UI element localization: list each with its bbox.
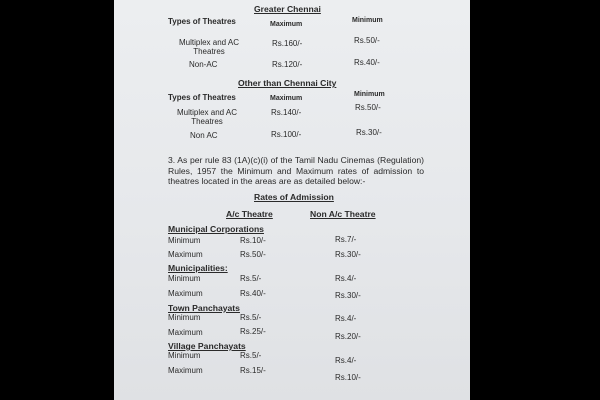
section-title-other-city: Other than Chennai City: [238, 78, 337, 88]
rate-label-min: Minimum: [168, 313, 201, 322]
section-title-greater-chennai: Greater Chennai: [254, 4, 321, 14]
col-header-type: Types of Theatres: [168, 17, 236, 26]
rate-nonac-max: Rs.30/-: [335, 291, 361, 300]
rate-label-max: Maximum: [168, 250, 203, 259]
rate-ac-min: Rs.5/-: [240, 313, 262, 322]
group-heading: Town Panchayats: [168, 303, 240, 313]
col-header-maximum: Maximum: [270, 21, 303, 28]
max-rate: Rs.140/-: [271, 108, 302, 117]
rule-paragraph: 3. As per rule 83 (1A)(c)(i) of the Tamil Nadu Cinemas (Regulation) Rules, 1957 the Minimum and Maximum rates of admission to theatres located in the areas are as detailed below:-: [168, 155, 424, 187]
document-page: [114, 0, 470, 400]
rate-nonac-max: Rs.30/-: [335, 250, 361, 259]
min-rate: Rs.40/-: [354, 58, 380, 67]
min-rate: Rs.50/-: [355, 103, 381, 112]
col-header-minimum: Minimum: [352, 17, 383, 24]
rate-nonac-max: Rs.20/-: [335, 332, 361, 341]
theatre-type: Non-AC: [189, 60, 218, 69]
group-heading: Municipal Corporations: [168, 224, 264, 234]
rates-title: Rates of Admission: [254, 192, 334, 202]
min-rate: Rs.30/-: [356, 128, 382, 137]
rate-ac-max: Rs.50/-: [240, 250, 266, 259]
rate-nonac-min: Rs.4/-: [335, 274, 357, 283]
rate-label-max: Maximum: [168, 366, 203, 375]
theatre-type: Multiplex and AC: [176, 108, 238, 117]
col-header-ac: A/c Theatre: [226, 209, 273, 219]
max-rate: Rs.160/-: [272, 39, 303, 48]
rate-label-min: Minimum: [168, 274, 201, 283]
rate-label-max: Maximum: [168, 289, 203, 298]
theatre-type-cont: Theatres: [193, 47, 225, 56]
rate-ac-min: Rs.5/-: [240, 274, 262, 283]
min-rate: Rs.50/-: [354, 36, 380, 45]
rate-ac-max: Rs.15/-: [240, 366, 266, 375]
col-header-type: Types of Theatres: [168, 93, 236, 102]
theatre-type-cont: Theatres: [191, 117, 223, 126]
rate-label-max: Maximum: [168, 328, 203, 337]
group-heading: Village Panchayats: [168, 341, 246, 351]
rate-nonac-max: Rs.10/-: [335, 373, 361, 382]
max-rate: Rs.100/-: [271, 130, 302, 139]
rate-ac-min: Rs.10/-: [240, 236, 266, 245]
col-header-maximum: Maximum: [270, 95, 303, 102]
col-header-minimum: Minimum: [354, 91, 385, 98]
rate-ac-min: Rs.5/-: [240, 351, 262, 360]
rate-label-min: Minimum: [168, 236, 201, 245]
group-heading: Municipalities:: [168, 263, 228, 273]
theatre-type: Multiplex and AC: [178, 38, 240, 47]
rate-nonac-min: Rs.4/-: [335, 314, 357, 323]
rate-nonac-min: Rs.7/-: [335, 235, 357, 244]
rate-ac-max: Rs.40/-: [240, 289, 266, 298]
col-header-nonac: Non A/c Theatre: [310, 209, 376, 219]
max-rate: Rs.120/-: [272, 60, 303, 69]
rate-nonac-min: Rs.4/-: [335, 356, 357, 365]
rate-label-min: Minimum: [168, 351, 201, 360]
theatre-type: Non AC: [190, 131, 218, 140]
rate-ac-max: Rs.25/-: [240, 327, 266, 336]
